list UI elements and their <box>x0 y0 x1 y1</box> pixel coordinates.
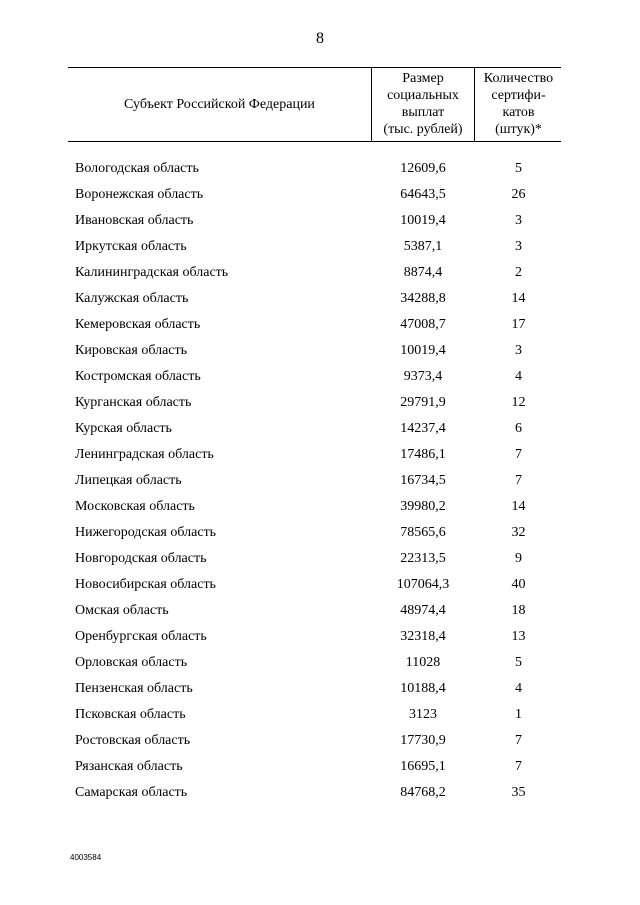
table-row <box>68 339 561 365</box>
certificates-cell: 7 <box>515 733 522 748</box>
subject-cell: Иркутская область <box>75 239 187 254</box>
certificates-cell: 5 <box>515 161 522 176</box>
header-certificates-line: сертифи- <box>491 88 546 103</box>
table-row <box>68 547 561 573</box>
payments-cell: 8874,4 <box>403 265 443 280</box>
payments-cell: 14237,4 <box>400 421 446 436</box>
table-row <box>68 729 561 755</box>
page-number: 8 <box>316 30 324 47</box>
certificates-cell: 1 <box>515 707 522 722</box>
payments-cell: 78565,6 <box>400 525 446 540</box>
subject-cell: Курская область <box>75 421 172 436</box>
payments-cell: 32318,4 <box>400 629 446 644</box>
certificates-cell: 6 <box>515 421 522 436</box>
payments-cell: 16695,1 <box>400 759 446 774</box>
certificates-cell: 40 <box>511 577 526 592</box>
subject-cell: Костромская область <box>75 369 201 384</box>
subject-cell: Новосибирская область <box>75 577 216 592</box>
table-row <box>68 443 561 469</box>
payments-cell: 9373,4 <box>403 369 443 384</box>
table-row <box>68 573 561 599</box>
table-row <box>68 391 561 417</box>
payments-cell: 64643,5 <box>400 187 446 202</box>
table-row <box>68 313 561 339</box>
header-certificates-line: катов <box>502 105 535 120</box>
table-row <box>68 599 561 625</box>
subject-cell: Вологодская область <box>75 161 199 176</box>
subject-cell: Калужская область <box>75 291 189 306</box>
table-row <box>68 781 561 807</box>
table-row <box>68 157 561 183</box>
certificates-cell: 9 <box>515 551 522 566</box>
certificates-cell: 18 <box>511 603 526 618</box>
payments-cell: 47008,7 <box>400 317 446 332</box>
subject-cell: Воронежская область <box>75 187 204 202</box>
table-body <box>68 157 561 807</box>
subject-cell: Рязанская область <box>75 759 183 774</box>
table-row <box>68 365 561 391</box>
table-header-row <box>68 67 561 142</box>
payments-cell: 5387,1 <box>403 239 443 254</box>
certificates-cell: 7 <box>515 473 522 488</box>
subject-cell: Ленинградская область <box>75 447 214 462</box>
certificates-cell: 4 <box>515 681 522 696</box>
certificates-cell: 3 <box>515 343 522 358</box>
payments-cell: 17486,1 <box>400 447 446 462</box>
payments-cell: 48974,4 <box>400 603 446 618</box>
subject-cell: Кировская область <box>75 343 188 358</box>
subject-cell: Ростовская область <box>75 733 191 748</box>
certificates-cell: 12 <box>511 395 526 410</box>
table-row <box>68 261 561 287</box>
header-subject: Субъект Российской Федерации <box>124 96 315 112</box>
certificates-cell: 17 <box>511 317 526 332</box>
table-row <box>68 469 561 495</box>
subject-cell: Пензенская область <box>75 681 193 696</box>
header-payments-line: социальных <box>387 88 459 103</box>
subject-cell: Ивановская область <box>75 213 194 228</box>
subject-cell: Орловская область <box>75 655 188 670</box>
certificates-cell: 7 <box>515 447 522 462</box>
payments-cell: 29791,9 <box>400 395 446 410</box>
certificates-cell: 5 <box>515 655 522 670</box>
document-code: 4003584 <box>70 853 102 862</box>
payments-cell: 10019,4 <box>400 213 446 228</box>
certificates-cell: 35 <box>511 785 526 800</box>
table-row <box>68 521 561 547</box>
table-row <box>68 235 561 261</box>
table-row <box>68 677 561 703</box>
payments-cell: 11028 <box>405 655 441 670</box>
payments-cell: 17730,9 <box>400 733 446 748</box>
subject-cell: Курганская область <box>75 395 192 410</box>
subject-cell: Липецкая область <box>75 473 182 488</box>
header-certificates-line: Количество <box>483 71 554 86</box>
table-row <box>68 287 561 313</box>
header-certificates <box>476 68 561 141</box>
subject-cell: Омская область <box>75 603 169 618</box>
payments-cell: 84768,2 <box>400 785 446 800</box>
table-header <box>68 67 561 142</box>
certificates-cell: 14 <box>511 291 526 306</box>
subject-cell: Псковская область <box>75 707 186 722</box>
subject-cell: Кемеровская область <box>75 317 201 332</box>
certificates-cell: 4 <box>515 369 522 384</box>
header-payments-line: выплат <box>401 105 445 120</box>
header-payments-line: Размер <box>402 71 444 86</box>
certificates-cell: 2 <box>515 265 522 280</box>
header-payments <box>371 68 475 141</box>
certificates-cell: 7 <box>515 759 522 774</box>
certificates-cell: 13 <box>511 629 526 644</box>
table-row <box>68 209 561 235</box>
subject-cell: Нижегородская область <box>75 525 217 540</box>
certificates-cell: 14 <box>511 499 526 514</box>
payments-cell: 107064,3 <box>396 577 450 592</box>
table-row <box>68 651 561 677</box>
table-row <box>68 703 561 729</box>
payments-cell: 39980,2 <box>400 499 446 514</box>
payments-cell: 22313,5 <box>400 551 446 566</box>
certificates-cell: 26 <box>511 187 526 202</box>
certificates-cell: 32 <box>511 525 526 540</box>
header-certificates-line: (штук)* <box>495 122 542 137</box>
payments-cell: 10019,4 <box>400 343 446 358</box>
subject-cell: Новгородская область <box>75 551 207 566</box>
header-payments-line: (тыс. рублей) <box>383 122 463 137</box>
table-row <box>68 625 561 651</box>
payments-cell: 12609,6 <box>400 161 446 176</box>
subject-cell: Оренбургская область <box>75 629 207 644</box>
certificates-cell: 3 <box>515 239 522 254</box>
payments-cell: 16734,5 <box>400 473 446 488</box>
subject-cell: Калининградская область <box>75 265 229 280</box>
subject-cell: Самарская область <box>75 785 188 800</box>
payments-cell: 10188,4 <box>400 681 446 696</box>
table-row <box>68 183 561 209</box>
payments-cell: 34288,8 <box>400 291 446 306</box>
table-row <box>68 495 561 521</box>
table-row <box>68 417 561 443</box>
subject-cell: Московская область <box>75 499 195 514</box>
payments-cell: 3123 <box>409 707 437 722</box>
certificates-cell: 3 <box>515 213 522 228</box>
table-row <box>68 755 561 781</box>
